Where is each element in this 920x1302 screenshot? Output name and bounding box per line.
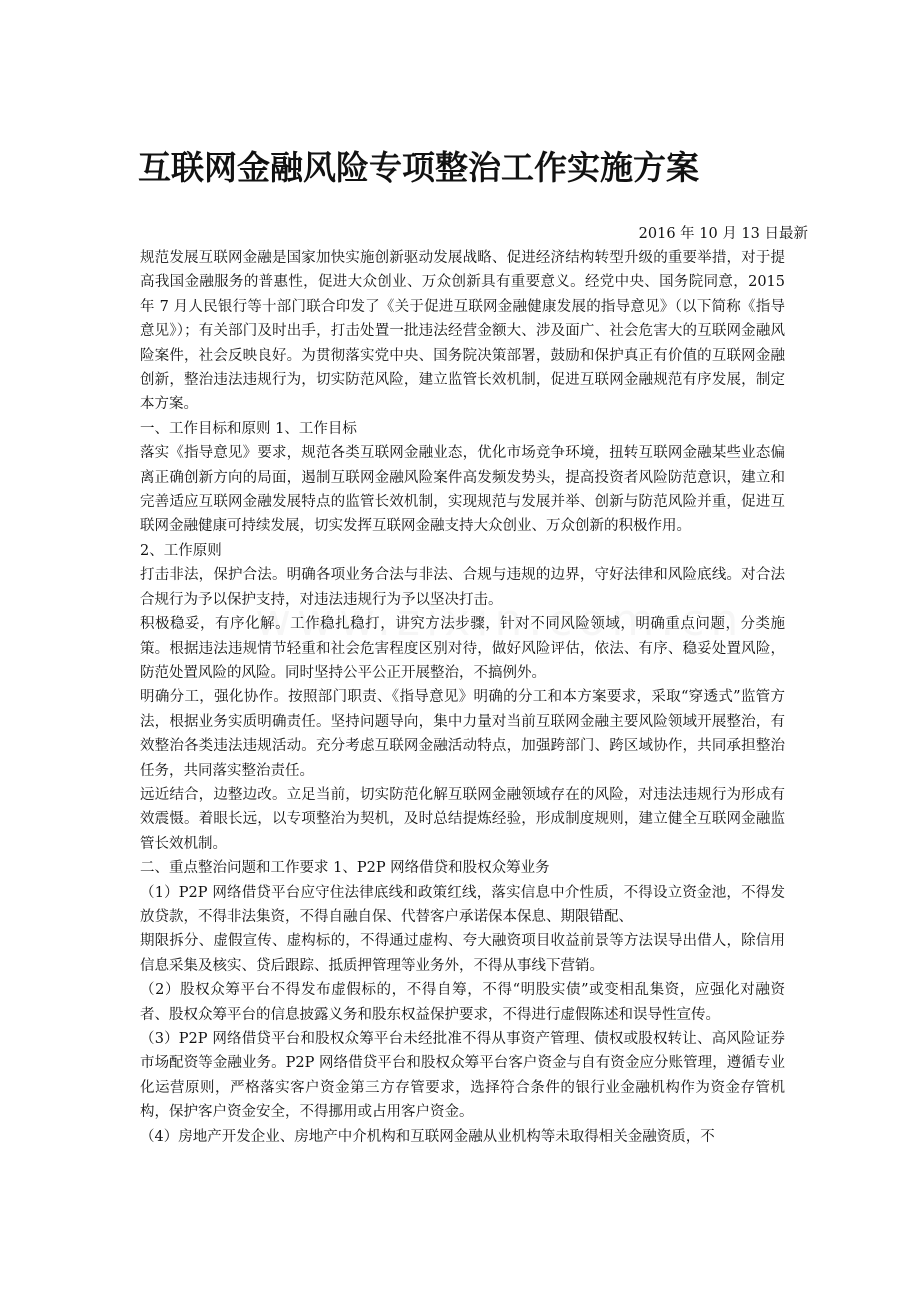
document-date: 2016 年 10 月 13 日最新 bbox=[638, 226, 808, 242]
body-paragraph: （2）股权众筹平台不得发布虚假标的，不得自筹，不得“明股实债”或变相乱集资，应强化对融资者、股权众筹平台的信息披露义务和股东权益保护要求，不得进行虚假陈述和误导性宣传。 bbox=[140, 982, 785, 1023]
body-paragraph: （3）P2P 网络借贷平台和股权众筹平台未经批准不得从事资产管理、债权或股权转让、高风险证券市场配资等金融业务。P2P 网络借贷平台和股权众筹平台客户资金与自有资金应分账管理，遵循专业化运营原则，严格落实客户资金第三方存管要求，选择符合条件的银行业金融机构作为资金存管机构，保护客户资金安全，不得挪用或占用客户资金。 bbox=[140, 1031, 785, 1121]
intro-paragraph: 规范发展互联网金融是国家加快实施创新驱动发展战略、促进经济结构转型升级的重要举措，对于提高我国金融服务的普惠性，促进大众创业、万众创新具有重要意义。经党中央、国务院同意，2015 年 7 月人民银行等十部门联合印发了《关于促进互联网金融健康发展的指导意见》（以下简称《指导意见》）；有关部门及时出手，打击处置一批违法经营金额大、涉及面广、社会危害大的互联网金融风险案件，社会反映良好。为贯彻落实党中央、国务院决策部署，鼓励和保护真正有价值的互联网金融创新，整治违法违规行为，切实防范风险，建立监管长效机制，促进互联网金融规范有序发展，制定本方案。 bbox=[140, 250, 785, 413]
section-heading: 一、工作目标和原则 1、工作目标 bbox=[140, 420, 357, 437]
body-paragraph: 积极稳妥，有序化解。工作稳扎稳打，讲究方法步骤，针对不同风险领域，明确重点问题，分类施策。根据违法违规情节轻重和社会危害程度区别对待，做好风险评估，依法、有序、稳妥处置风险，防范处置风险的风险。同时坚持公平公正开展整治，不搞例外。 bbox=[140, 616, 785, 681]
subsection-heading: 2、工作原则 bbox=[140, 542, 222, 559]
body-paragraph: 远近结合，边整边改。立足当前，切实防范化解互联网金融领域存在的风险，对违法违规行为形成有效震慑。着眼长远，以专项整治为契机，及时总结提炼经验，形成制度规则，建立健全互联网金融监管长效机制。 bbox=[140, 786, 785, 852]
document-title: 互联网金融风险专项整治工作实施方案 bbox=[138, 148, 699, 187]
body-paragraph: 明确分工，强化协作。按照部门职责、《指导意见》明确的分工和本方案要求，采取“穿透式”监管方法，根据业务实质明确责任。坚持问题导向，集中力量对当前互联网金融主要风险领域开展整治，有效整治各类违法违规活动。充分考虑互联网金融活动特点，加强跨部门、跨区域协作，共同承担整治任务，共同落实整治责任。 bbox=[140, 689, 785, 779]
body-paragraph: 期限拆分、虚假宣传、虚构标的，不得通过虚构、夸大融资项目收益前景等方法误导出借人，除信用信息采集及核实、贷后跟踪、抵质押管理等业务外，不得从事线下营销。 bbox=[140, 933, 785, 974]
body-paragraph: （4）房地产开发企业、房地产中介机构和互联网金融从业机构等未取得相关金融资质，不 bbox=[140, 1128, 715, 1145]
section-heading: 二、重点整治问题和工作要求 1、P2P 网络借贷和股权众筹业务 bbox=[140, 860, 550, 877]
body-paragraph: 打击非法，保护合法。明确各项业务合法与非法、合规与违规的边界，守好法律和风险底线。对合法合规行为予以保护支持，对违法违规行为予以坚决打击。 bbox=[140, 567, 785, 608]
body-paragraph: （1）P2P 网络借贷平台应守住法律底线和政策红线，落实信息中介性质，不得设立资金池，不得发放贷款，不得非法集资，不得自融自保、代替客户承诺保本保息、期限错配、 bbox=[140, 884, 785, 925]
document-body bbox=[140, 246, 785, 1149]
body-paragraph: 落实《指导意见》要求，规范各类互联网金融业态，优化市场竞争环境，扭转互联网金融某些业态偏离正确创新方向的局面，遏制互联网金融风险案件高发频发势头，提高投资者风险防范意识，建立和完善适应互联网金融发展特点的监管长效机制，实现规范与发展并举、创新与防范风险并重，促进互联网金融健康可持续发展，切实发挥互联网金融支持大众创业、万众创新的积极作用。 bbox=[140, 445, 785, 535]
